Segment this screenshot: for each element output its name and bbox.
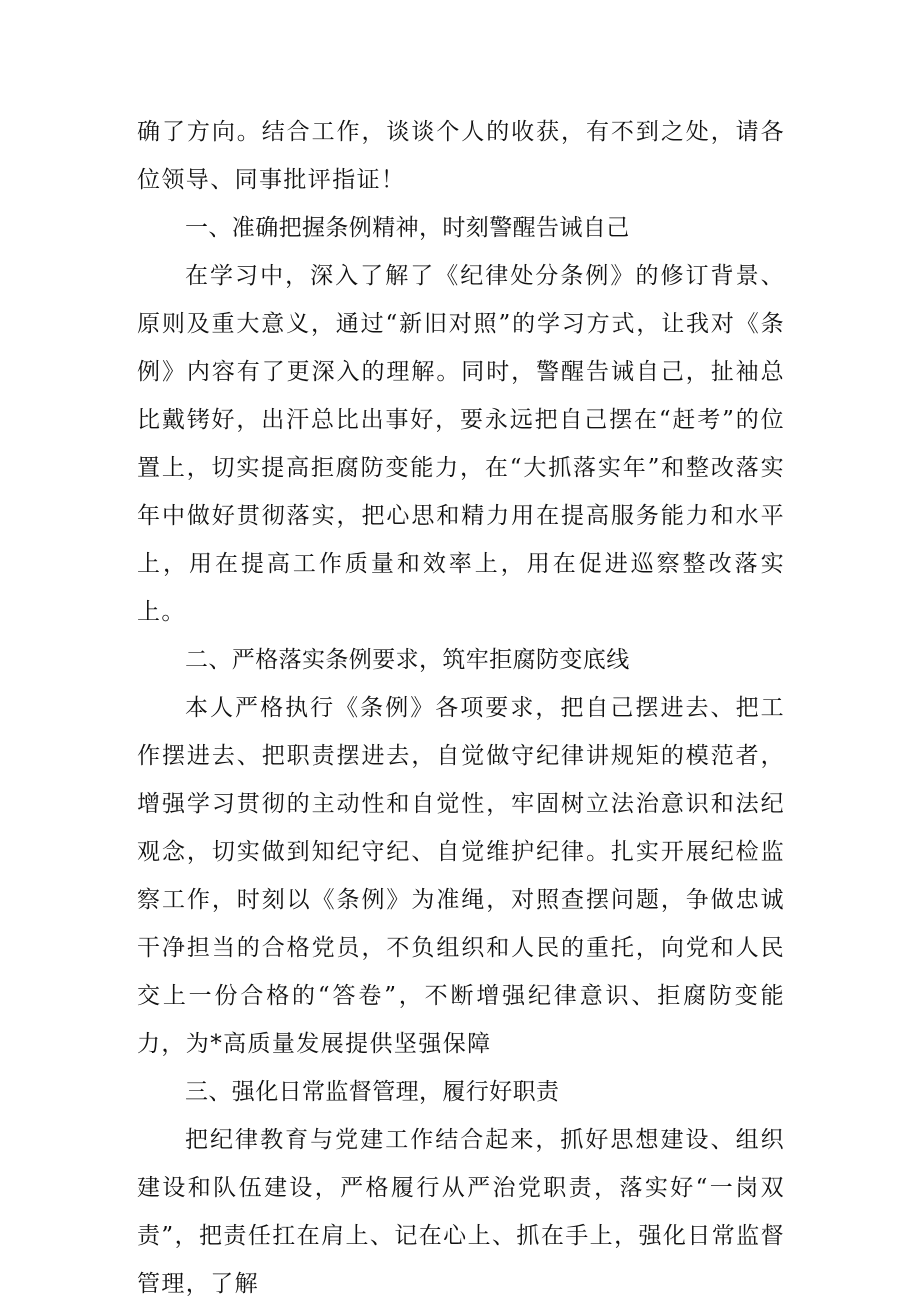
section-1-paragraph: 在学习中，深入了解了《纪律处分条例》的修订背景、原则及重大意义，通过“新旧对照”的学习方式，让我对《条例》内容有了更深入的理解。同时，警醒告诫自己，扯袖总比戴铐好，出汗总比出事好，要永远把自己摆在“赶考”的位置上，切实提高拒腐防变能力，在“大抓落实年”和整改落实年中做好贯彻落实，把心思和精力用在提高服务能力和水平上，用在提高工作质量和效率上，用在促进巡察整改落实上。	[137, 263, 785, 625]
section-2-paragraph: 本人严格执行《条例》各项要求，把自己摆进去、把工作摆进去、把职责摆进去，自觉做守纪律讲规矩的模范者，增强学习贯彻的主动性和自觉性，牢固树立法治意识和法纪观念，切实做到知纪守纪、自觉维护纪律。扎实开展纪检监察工作，时刻以《条例》为准绳，对照查摆问题，争做忠诚干净担当的合格党员，不负组织和人民的重托，向党和人民交上一份合格的“答卷”，不断增强纪律意识、拒腐防变能力，为*高质量发展提供坚强保障	[137, 695, 785, 1057]
section-3-heading: 三、强化日常监督管理，履行好职责	[185, 1079, 560, 1105]
section-3-paragraph: 把纪律教育与党建工作结合起来，抓好思想建设、组织建设和队伍建设，严格履行从严治党职责，落实好“一岗双责”，把责任扛在肩上、记在心上、抓在手上，强化日常监督管理，了解	[137, 1127, 785, 1297]
section-2-heading: 二、严格落实条例要求，筑牢拒腐防变底线	[185, 647, 630, 673]
document-body	[137, 108, 785, 1308]
section-1-heading: 一、准确把握条例精神，时刻警醒告诫自己	[185, 215, 630, 241]
intro-paragraph: 确了方向。结合工作，谈谈个人的收获，有不到之处，请各位领导、同事批评指证！	[137, 119, 785, 193]
